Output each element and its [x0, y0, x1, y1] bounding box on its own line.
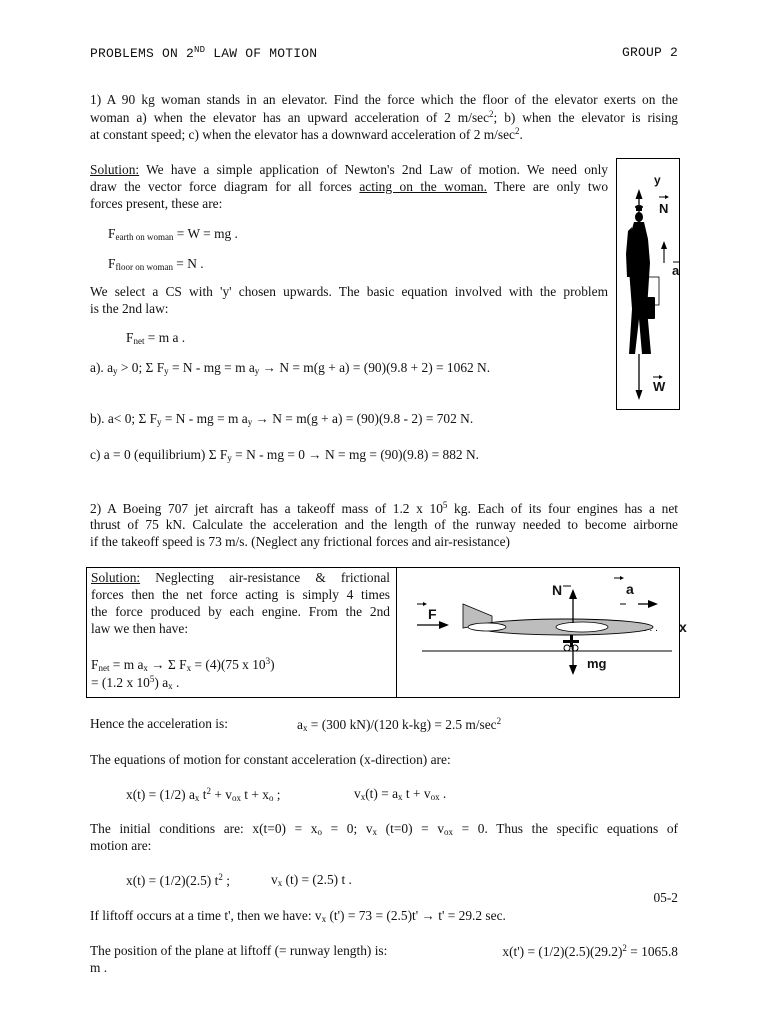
fnet-equation: $F_{net} = m$ a . — [126, 330, 186, 346]
acceleration-equation: $a_x = (300$ kN)/(120 k-kg) = 2.5 $m/\sec^2$ — [297, 716, 502, 733]
page-title: PROBLEMS ON 2ND LAW OF MOTION — [90, 45, 318, 61]
force-diagram-svg — [617, 159, 679, 409]
fig-x-label: x — [679, 619, 687, 635]
specific-position-equation: x(t) = (1/2)(2.5) $t^2$ ; — [126, 872, 230, 888]
f-arrow — [439, 621, 449, 629]
plane-engine-rear — [468, 623, 506, 631]
net-force-equation: $F_{net} = m$ $a_x \to \Sigma$ $F_x = (4)(75$ x $10^3$) — [91, 656, 275, 673]
force-floor-on-woman: $F_{floor on woman} = N$ . — [108, 256, 204, 272]
specific-velocity-equation: $v_x$ (t) = (2.5) t . — [271, 872, 352, 888]
fig-w-label: W — [653, 379, 666, 394]
runway-length-equation: $x(t') = (1/2)(2.5)(29.2)^2 = 1065.8$ — [502, 943, 678, 959]
fig-y-label: y — [654, 173, 661, 187]
force-earth-on-woman: $F_{earth on woman} = W$ = mg . — [108, 226, 238, 242]
case-b-equation: b). a< 0; Σ $F_y = N$ - mg = m $a_y \to N = m(g + a) = (90)(9.8 - 2) = 702$ N. — [90, 411, 474, 427]
airplane-force-diagram — [397, 568, 679, 697]
fig-mg-label: mg — [587, 656, 607, 671]
position-equation: x(t) = (1/2) $a_x$ $t^2 + v_{ox}$ $t + x_o$ ; — [126, 786, 281, 803]
case-c-equation: c) a = 0 (equilibrium) Σ $F_y = N$ - mg = 0 → N = mg = (90)(9.8) = 882 N. — [90, 447, 479, 463]
case-a-equation: a). $a_y > 0$; Σ $F_y = N$ - mg = m $a_y \to N = m(g + a) = (90)(9.8 + 2) = 1062$ N. — [90, 360, 491, 376]
fig-n-label: N — [552, 582, 563, 598]
w-arrowhead — [636, 390, 643, 400]
problem2-solution-box: Solution: Neglecting air-resistance & frictional forces then the net force acting is simply 4 times the force produced by each engine. From the 2nd law we then have: $F_{net} = m$ $a_x \to \Sigma$ $F_x = (4)(75$ x $10^3$) = (1.2 x $10^5$) $a_x$ . . . . N a F x mg — [86, 567, 680, 698]
liftoff-equation: If liftoff occurs at a time t', then we have: $v_x$ (t') = 73 = (2.5)t' → t' = 29.2 sec. — [90, 908, 506, 924]
n-arrowhead — [636, 189, 643, 199]
velocity-equation: $v_x(t) = a_x$ $t + v_{ox}$ . — [354, 786, 447, 802]
fig-n-label: N — [659, 201, 669, 216]
group-label: GROUP 2 — [621, 45, 678, 60]
woman-force-diagram — [616, 158, 680, 410]
mg-arrow — [569, 665, 577, 675]
n-arrow — [569, 589, 577, 599]
fig-a-label: a — [672, 263, 680, 278]
a-vector-arrow — [620, 592, 660, 612]
fig-a-label: a — [626, 581, 634, 597]
fig-f-label: F — [428, 606, 437, 622]
page-number: 05-2 — [653, 890, 678, 905]
svg-text:. . .: . . . — [644, 623, 658, 634]
acceleration-label: Hence the acceleration is: — [90, 716, 228, 731]
plane-engine-front — [556, 622, 608, 632]
runway-length-label: The position of the plane at liftoff (= runway length) is: — [90, 943, 388, 958]
woman-silhouette — [626, 205, 655, 354]
